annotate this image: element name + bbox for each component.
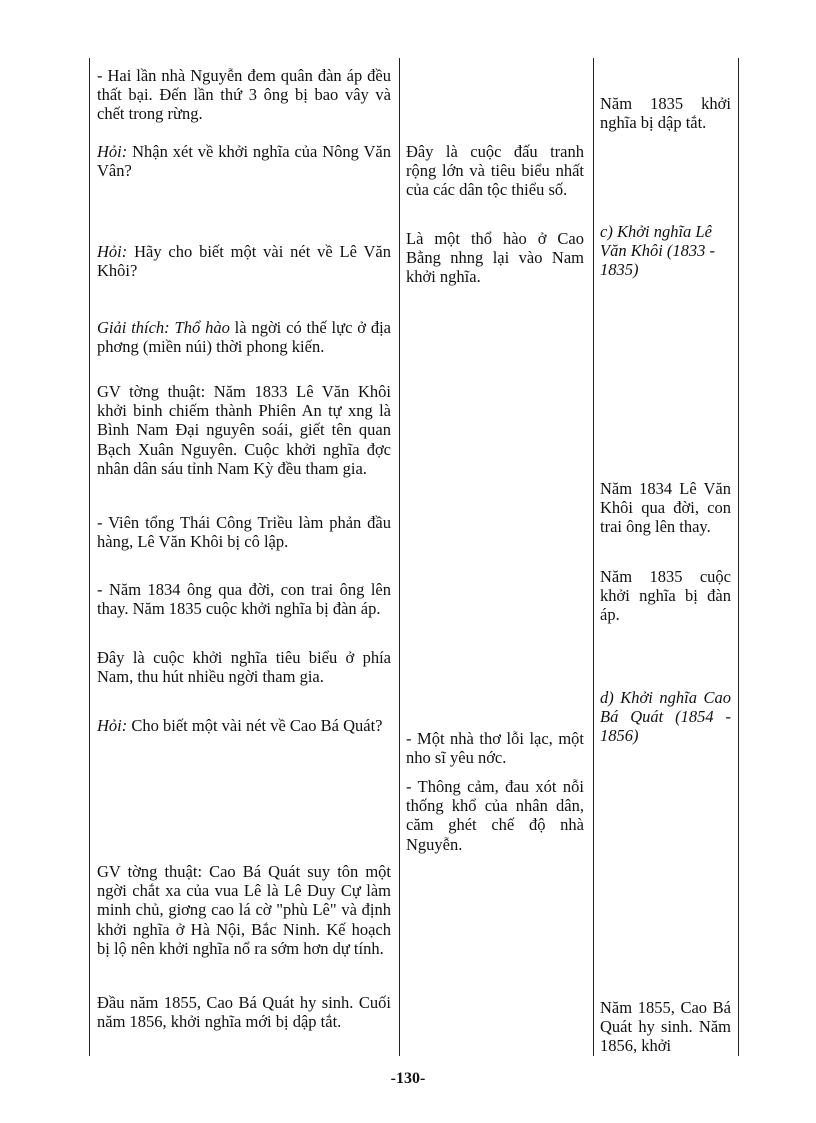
column-rule-left [89,58,90,1056]
page-number: -130- [390,1070,426,1087]
paragraph: - Hai lần nhà Nguyễn đem quân đàn áp đều thất bại. Đến lần thứ 3 ông bị bao vây và chết trong rừng. [97,66,391,124]
question: Hỏi: Cho biết một vài nét về Cao Bá Quát? [97,716,383,735]
paragraph: - Năm 1834 ông qua đời, con trai ông lên thay. Năm 1835 cuộc khởi nghĩa bị đàn áp. [97,580,391,619]
paragraph: Đây là cuộc khởi nghĩa tiêu biểu ở phía Nam, thu hút nhiều ngời tham gia. [97,648,391,687]
column-rule-right [738,58,739,1056]
section-heading: c) Khởi nghĩa Lê Văn Khôi (1833 - 1835) [600,222,716,280]
answer: - Một nhà thơ lỗi lạc, một nho sĩ yêu nớc. [406,729,584,768]
paragraph: GV tờng thuật: Cao Bá Quát suy tôn một ngời chắt xa của vua Lê là Lê Duy Cự làm minh chủ, giơng cao lá cờ "phù Lê" và định khởi nghĩa ở Hà Nội, Bắc Ninh. Kế hoạch bị lộ nên khởi nghĩa nổ ra sớm hơn dự tính. [97,862,391,958]
paragraph: Đầu năm 1855, Cao Bá Quát hy sinh. Cuối năm 1856, khởi nghĩa mới bị dập tắt. [97,993,391,1032]
note: Năm 1835 cuộc khởi nghĩa bị đàn áp. [600,567,731,625]
note: Năm 1855, Cao Bá Quát hy sinh. Năm 1856, khởi [600,998,731,1056]
answer: - Thông cảm, đau xót nỗi thống khổ của nhân dân, căm ghét chế độ nhà Nguyễn. [406,777,584,854]
answer: Đây là cuộc đấu tranh rộng lớn và tiêu biểu nhất của các dân tộc thiểu số. [406,142,584,200]
note: Năm 1835 khởi nghĩa bị dập tắt. [600,94,731,133]
question: Hỏi: Nhận xét về khởi nghĩa của Nông Văn Vân? [97,142,391,181]
paragraph: - Viên tổng Thái Công Triều làm phản đầu hàng, Lê Văn Khôi bị cô lập. [97,513,391,552]
question: Hỏi: Hãy cho biết một vài nét về Lê Văn Khôi? [97,242,391,281]
column-rule-2 [593,58,594,1056]
paragraph: GV tờng thuật: Năm 1833 Lê Văn Khôi khởi binh chiếm thành Phiên An tự xng là Bình Nam Đại nguyên soái, giết tên quan Bạch Xuân Nguyên. Cuộc khởi nghĩa đợc nhân dân sáu tỉnh Nam Kỳ đều tham gia. [97,382,391,478]
note: Năm 1834 Lê Văn Khôi qua đời, con trai ông lên thay. [600,479,731,537]
answer: Là một thổ hào ở Cao Bằng nhng lại vào Nam khởi nghĩa. [406,229,584,287]
section-heading: d) Khởi nghĩa Cao Bá Quát (1854 - 1856) [600,688,731,746]
explanation: Giải thích: Thổ hào là ngời có thế lực ở địa phơng (miền núi) thời phong kiến. [97,318,392,357]
column-rule-1 [399,58,400,1056]
